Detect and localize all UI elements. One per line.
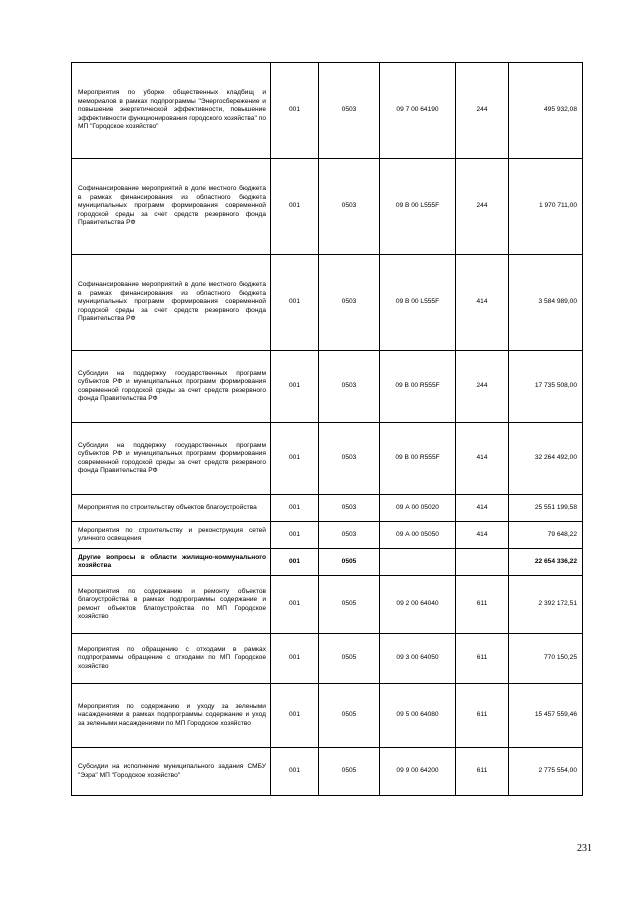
table-row <box>72 351 583 423</box>
vr-cell <box>456 549 509 576</box>
sum-cell: 17 735 508,00 <box>509 351 583 423</box>
vedomstvo-cell: 001 <box>271 423 319 495</box>
csr-cell: 09 В 00 R555F <box>380 423 456 495</box>
sum-cell: 1 970 711,00 <box>509 159 583 255</box>
csr-cell <box>380 549 456 576</box>
vr-cell: 244 <box>456 351 509 423</box>
budget-table <box>71 62 583 796</box>
vedomstvo-cell: 001 <box>271 522 319 549</box>
sum-cell: 2 392 172,51 <box>509 576 583 634</box>
razdel-cell: 0503 <box>319 495 380 522</box>
table-row <box>72 495 583 522</box>
row-name-cell: Мероприятия по обращению с отходами в рамках подпрограммы обращение с отходами по МП Городское хозяйство <box>72 634 271 684</box>
csr-cell: 09 5 00 64080 <box>380 684 456 748</box>
sum-cell: 3 584 989,00 <box>509 255 583 351</box>
razdel-cell: 0505 <box>319 576 380 634</box>
vedomstvo-cell: 001 <box>271 576 319 634</box>
vedomstvo-cell: 001 <box>271 351 319 423</box>
sum-cell: 32 264 492,00 <box>509 423 583 495</box>
row-name-cell: Мероприятия по содержанию и ремонту объектов благоустройства в рамках подпрограммы содержание и ремонт объектов благоустройства по МП Городское хозяйство <box>72 576 271 634</box>
row-name-cell: Субсидии на поддержку государственных программ субъектов РФ и муниципальных программ формирования современной городской среды за счет средств резервного фонда Правительства РФ <box>72 351 271 423</box>
row-name-cell: Софинансирование мероприятий в доле местного бюджета в рамках финансирования из областного бюджета муниципальных программ формирования современной городской среды за счет средств резервного фонда Правительства РФ <box>72 255 271 351</box>
vr-cell: 611 <box>456 748 509 796</box>
razdel-cell: 0503 <box>319 522 380 549</box>
vr-cell: 244 <box>456 63 509 159</box>
vedomstvo-cell: 001 <box>271 495 319 522</box>
row-name-cell: Мероприятия по строительству объектов благоустройства <box>72 495 271 522</box>
table-row <box>72 159 583 255</box>
row-name-cell: Другие вопросы в области жилищно-коммунального хозяйства <box>72 549 271 576</box>
razdel-cell: 0505 <box>319 748 380 796</box>
table-row-section-total <box>72 549 583 576</box>
razdel-cell: 0505 <box>319 634 380 684</box>
row-name-cell: Мероприятия по уборке общественных кладбищ и мемориалов в рамках подпрограммы "Энергосбережение и повышение энергетической эффективности, повышение эффективности функционирования городского хозяйства" по МП "Городское хозяйство" <box>72 63 271 159</box>
table-row <box>72 634 583 684</box>
table-row <box>72 684 583 748</box>
table-row <box>72 748 583 796</box>
vr-cell: 414 <box>456 522 509 549</box>
vr-cell: 611 <box>456 634 509 684</box>
vedomstvo-cell: 001 <box>271 549 319 576</box>
vedomstvo-cell: 001 <box>271 748 319 796</box>
row-name-cell: Субсидии на поддержку государственных программ субъектов РФ и муниципальных программ формирования современной городской среды за счет средств резервного фонда Правительства РФ <box>72 423 271 495</box>
vedomstvo-cell: 001 <box>271 634 319 684</box>
row-name-cell: Мероприятия по содержанию и уходу за зелеными насаждениями в рамках подпрограммы содержание и уход за зелеными насаждениями по МП Городское хозяйство <box>72 684 271 748</box>
sum-cell: 79 648,22 <box>509 522 583 549</box>
sum-cell: 22 654 336,22 <box>509 549 583 576</box>
row-name-cell: Мероприятия по строительству и реконструкция сетей уличного освещения <box>72 522 271 549</box>
sum-cell: 25 551 199,58 <box>509 495 583 522</box>
sum-cell: 15 457 559,46 <box>509 684 583 748</box>
vedomstvo-cell: 001 <box>271 63 319 159</box>
table-row <box>72 423 583 495</box>
vr-cell: 611 <box>456 684 509 748</box>
budget-table-body <box>72 63 583 796</box>
vedomstvo-cell: 001 <box>271 684 319 748</box>
table-row <box>72 576 583 634</box>
razdel-cell: 0503 <box>319 423 380 495</box>
row-name-cell: Субсидии на исполнение муниципального задания СМБУ "Эзра" МП "Городское хозяйство" <box>72 748 271 796</box>
csr-cell: 09 В 00 L555F <box>380 159 456 255</box>
table-row <box>72 63 583 159</box>
razdel-cell: 0505 <box>319 684 380 748</box>
vedomstvo-cell: 001 <box>271 255 319 351</box>
vr-cell: 414 <box>456 495 509 522</box>
csr-cell: 09 В 00 L555F <box>380 255 456 351</box>
page-number: 231 <box>577 843 592 854</box>
razdel-cell: 0503 <box>319 63 380 159</box>
csr-cell: 09 А 00 05050 <box>380 522 456 549</box>
sum-cell: 2 775 554,00 <box>509 748 583 796</box>
razdel-cell: 0503 <box>319 255 380 351</box>
sum-cell: 770 150,25 <box>509 634 583 684</box>
table-row <box>72 255 583 351</box>
vr-cell: 244 <box>456 159 509 255</box>
table-row <box>72 522 583 549</box>
razdel-cell: 0503 <box>319 351 380 423</box>
row-name-cell: Софинансирование мероприятий в доле местного бюджета в рамках финансирования из областного бюджета муниципальных программ формирования современной городской среды за счет средств резервного фонда Правительства РФ <box>72 159 271 255</box>
csr-cell: 09 3 00 64050 <box>380 634 456 684</box>
csr-cell: 09 2 00 64040 <box>380 576 456 634</box>
csr-cell: 09 А 00 05020 <box>380 495 456 522</box>
vr-cell: 414 <box>456 423 509 495</box>
csr-cell: 09 9 00 64200 <box>380 748 456 796</box>
razdel-cell: 0505 <box>319 549 380 576</box>
vr-cell: 611 <box>456 576 509 634</box>
vr-cell: 414 <box>456 255 509 351</box>
vedomstvo-cell: 001 <box>271 159 319 255</box>
csr-cell: 09 В 00 R555F <box>380 351 456 423</box>
sum-cell: 495 932,08 <box>509 63 583 159</box>
razdel-cell: 0503 <box>319 159 380 255</box>
csr-cell: 09 7 00 64190 <box>380 63 456 159</box>
